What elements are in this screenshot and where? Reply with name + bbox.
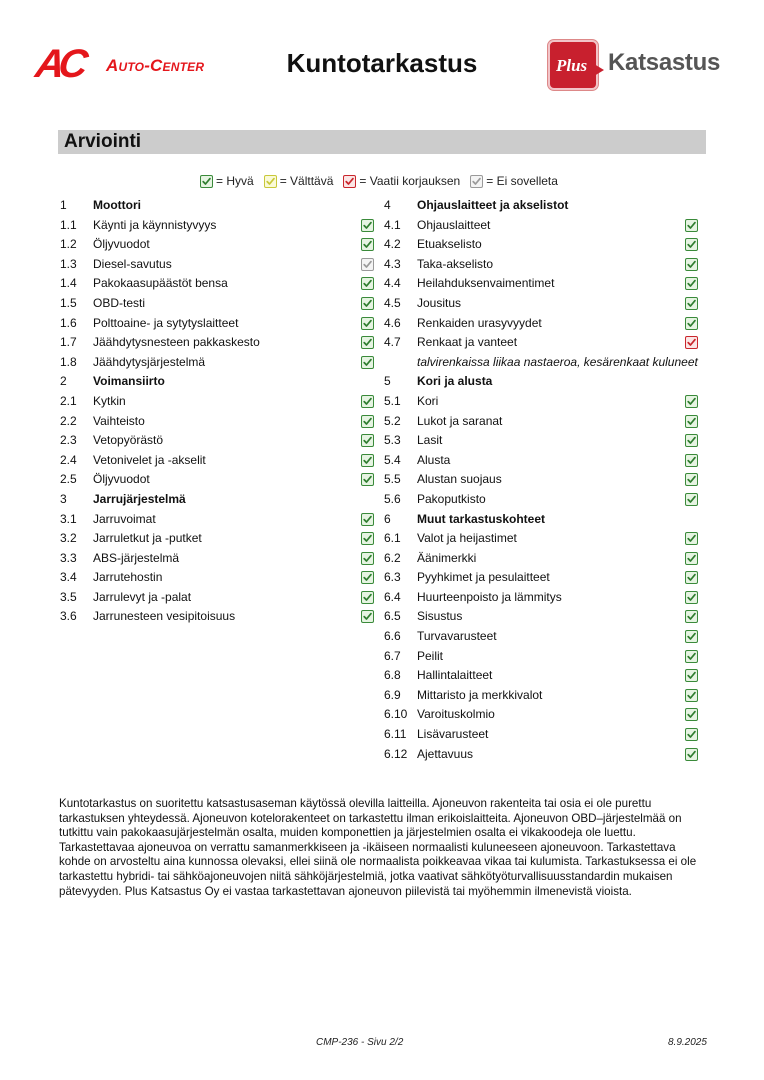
disclaimer-text: Kuntotarkastus on suoritettu katsastusaseman käytössä olevilla laitteilla. Ajoneuvon rakenteita tai osia ei ole purettu tarkastuksen yhteydessä. Ajoneuvon kotelorakenteet on tarkastettu ilman erikoislaitteita. Ajoneuvon OBD–järjestelmää on tutkittu vain pakokaasujärjestelmän osalta, muiden komponettien ja järjestelmien osalta ei vikakoodeja ole luettu. Tarkastettavaa ajoneuvoa on verrattu samanmerkkiseen ja -ikäiseen normaalisti kuluneeseen ajoneuvoon. Tarkastettava kohde on arvosteltu aina kunnossa olevaksi, ellei siinä ole normaalista poikkeavaa vikaa tai kulumista. Tarkastuksessa ei ole tarkastettu hybridi- tai sähköajoneuvojen niitä sähköjärjestelmiä, jotka vaativat sähkötyöturvallisuusstandardin mukaisen pätevyyden. Plus Katsastus Oy ei vastaa tarkastettavan ajoneuvon piilevistä tai myöhemmin ilmenevistä vioista. (59, 797, 697, 898)
item-number: 5.5 (384, 472, 401, 487)
legend-label: = Hyvä (216, 174, 254, 188)
checkbox-good-icon (361, 395, 374, 408)
item-label: Pakoputkisto (417, 491, 486, 506)
status-legend (200, 172, 568, 190)
document-title: Kuntotarkastus (286, 48, 478, 78)
checkbox-good-icon (685, 454, 698, 467)
item-label: Lukot ja saranat (417, 413, 503, 428)
plus-logo-box-text: Plus (556, 56, 588, 75)
inspection-item-row (384, 490, 698, 510)
item-number: 6.12 (384, 746, 408, 761)
item-number: 5 (384, 374, 391, 389)
category-header-row (384, 372, 698, 392)
checkbox-good-icon (685, 415, 698, 428)
checkbox-good-icon (361, 415, 374, 428)
item-number: 6.1 (384, 531, 401, 546)
category-header-row (60, 490, 374, 510)
item-label: Ajettavuus (417, 746, 474, 761)
item-number: 4.2 (384, 237, 401, 252)
inspection-item-row (384, 647, 698, 667)
item-label: Mittaristo ja merkkivalot (417, 687, 543, 702)
checkbox-good-icon (685, 532, 698, 545)
legend-item-good (200, 174, 254, 188)
legend-label: = Vaatii korjauksen (359, 174, 461, 188)
item-number: 6.6 (384, 629, 401, 644)
checkbox-good-icon (685, 434, 698, 447)
checkbox-fair-icon (264, 175, 277, 188)
item-label: Huurteenpoisto ja lämmitys (417, 589, 562, 604)
item-label: Heilahduksenvaimentimet (417, 276, 555, 291)
inspection-item-row (384, 529, 698, 549)
item-label: Öljyvuodot (93, 472, 150, 487)
item-number: 5.4 (384, 452, 401, 467)
item-label: Jäähdytysnesteen pakkaskesto (93, 335, 260, 350)
section-title: Arviointi (64, 131, 142, 152)
category-title: Moottori (93, 198, 141, 212)
item-number: 3.2 (60, 531, 77, 546)
item-label: Pakokaasupäästöt bensa (93, 276, 228, 291)
category-title: Ohjauslaitteet ja akselistot (417, 198, 569, 212)
item-number: 2.5 (60, 472, 77, 487)
item-label: Käynti ja käynnistyvyys (93, 217, 217, 232)
checkbox-good-icon (685, 297, 698, 310)
item-number: 1.8 (60, 354, 77, 369)
inspection-item-row (384, 412, 698, 432)
inspection-item-row (384, 725, 698, 745)
checkbox-good-icon (685, 610, 698, 623)
checkbox-good-icon (685, 395, 698, 408)
inspection-item-row (60, 529, 374, 549)
item-number: 6.4 (384, 589, 401, 604)
inspection-item-row (60, 274, 374, 294)
category-title: Kori ja alusta (417, 374, 493, 389)
checkbox-good-icon (361, 277, 374, 290)
item-label: Jarruvoimat (93, 511, 156, 526)
item-label: Öljyvuodot (93, 237, 150, 252)
checkbox-good-icon (361, 591, 374, 604)
checkbox-good-icon (361, 336, 374, 349)
inspection-item-row (60, 549, 374, 569)
item-number: 1.7 (60, 335, 77, 350)
category-header-row (60, 196, 374, 216)
ac-logo-text: Auto-Center (106, 56, 205, 75)
item-number: 4.7 (384, 335, 401, 350)
checkbox-good-icon (685, 317, 698, 330)
item-label: Alusta (417, 452, 451, 467)
checkbox-good-icon (361, 513, 374, 526)
checkbox-repair-icon (343, 175, 356, 188)
item-number: 3 (60, 491, 67, 506)
item-number: 6.11 (384, 727, 407, 742)
item-number: 6.10 (384, 707, 408, 722)
inspection-item-row (60, 314, 374, 334)
item-number: 1.3 (60, 256, 77, 271)
item-number: 2.3 (60, 433, 77, 448)
inspection-item-row (60, 588, 374, 608)
item-number: 2 (60, 374, 67, 389)
checkbox-good-icon (361, 532, 374, 545)
checkbox-good-icon (200, 175, 213, 188)
inspection-item-row (384, 666, 698, 686)
item-number: 4.4 (384, 276, 401, 291)
checkbox-good-icon (361, 317, 374, 330)
item-number: 3.5 (60, 589, 77, 604)
checkbox-good-icon (685, 708, 698, 721)
category-header-row (384, 510, 698, 530)
item-number: 4.6 (384, 315, 401, 330)
checkbox-good-icon (361, 473, 374, 486)
item-label: Lasit (417, 433, 443, 448)
inspection-item-row (60, 431, 374, 451)
item-label: Äänimerkki (417, 550, 477, 565)
item-label: ABS-järjestelmä (93, 550, 180, 565)
item-label: Jarrutehostin (93, 570, 163, 585)
item-number: 6.8 (384, 668, 401, 683)
plus-katsastus-logo (546, 38, 731, 90)
item-number: 6.5 (384, 609, 401, 624)
checkbox-good-icon (685, 571, 698, 584)
inspection-item-row (384, 255, 698, 275)
checkbox-good-icon (361, 356, 374, 369)
item-number: 1.4 (60, 276, 77, 291)
item-number: 2.1 (60, 393, 77, 408)
item-label: Vetopyörästö (93, 433, 164, 448)
item-label: Valot ja heijastimet (417, 531, 517, 546)
inspection-item-row (384, 627, 698, 647)
legend-label: = Välttävä (279, 174, 334, 188)
inspection-item-row (384, 294, 698, 314)
item-number: 6 (384, 511, 391, 526)
checkbox-good-icon (685, 219, 698, 232)
item-number: 4.3 (384, 256, 401, 271)
category-title: Jarrujärjestelmä (93, 491, 186, 506)
category-title: Voimansiirto (93, 374, 165, 389)
item-number: 1.5 (60, 295, 77, 310)
item-number: 1.6 (60, 315, 77, 330)
footer-page-info: CMP-236 - Sivu 2/2 (316, 1037, 404, 1048)
inspection-item-row (60, 353, 374, 373)
inspection-item-row (384, 431, 698, 451)
item-label: Kytkin (93, 393, 126, 408)
inspection-item-row (384, 333, 698, 353)
inspection-note: talvirenkaissa liikaa nastaeroa, kesärenkaat kuluneet (417, 354, 698, 369)
legend-label: = Ei sovelleta (486, 174, 558, 188)
inspection-item-row (60, 470, 374, 490)
checkbox-good-icon (361, 297, 374, 310)
item-number: 2.2 (60, 413, 77, 428)
checkbox-good-icon (685, 689, 698, 702)
checkbox-good-icon (361, 454, 374, 467)
inspection-item-row (384, 274, 698, 294)
item-status (685, 748, 698, 768)
item-label: Taka-akselisto (417, 256, 494, 271)
inspection-item-row (60, 607, 374, 627)
inspection-item-row (384, 470, 698, 490)
checkbox-good-icon (685, 258, 698, 271)
item-label: Jarrunesteen vesipitoisuus (93, 609, 236, 624)
inspection-item-row (60, 235, 374, 255)
checkbox-na-icon (470, 175, 483, 188)
inspection-item-row (60, 510, 374, 530)
item-number: 5.6 (384, 491, 401, 506)
checkbox-good-icon (685, 650, 698, 663)
inspection-item-row (384, 745, 698, 765)
item-label: Renkaat ja vanteet (417, 335, 518, 350)
item-label: Polttoaine- ja sytytyslaitteet (93, 315, 239, 330)
item-label: Jousitus (417, 295, 462, 310)
ac-logo-mark: AC (32, 42, 85, 86)
legend-item-fair (264, 174, 334, 188)
checkbox-repair-icon (685, 336, 698, 349)
inspection-note-row (384, 353, 698, 373)
item-number: 1.1 (60, 217, 77, 232)
item-label: Kori (417, 393, 439, 408)
item-number: 5.3 (384, 433, 401, 448)
checkbox-good-icon (685, 493, 698, 506)
inspection-item-row (60, 333, 374, 353)
legend-item-repair (343, 174, 460, 188)
item-label: Jarrulevyt ja -palat (93, 589, 192, 604)
inspection-item-row (60, 392, 374, 412)
inspection-item-row (384, 568, 698, 588)
inspection-item-row (60, 255, 374, 275)
item-label: Jäähdytysjärjestelmä (93, 354, 206, 369)
plus-logo-text: Katsastus (608, 49, 721, 76)
item-label: Diesel-savutus (93, 256, 172, 271)
checkbox-good-icon (685, 277, 698, 290)
item-number: 6.7 (384, 648, 401, 663)
item-label: OBD-testi (93, 295, 146, 310)
inspection-item-row (384, 451, 698, 471)
item-number: 4.5 (384, 295, 401, 310)
checkbox-good-icon (361, 434, 374, 447)
category-title: Muut tarkastuskohteet (417, 511, 546, 526)
item-label: Peilit (417, 648, 444, 663)
checkbox-good-icon (361, 552, 374, 565)
checkbox-good-icon (685, 591, 698, 604)
inspection-list-left (60, 196, 374, 627)
auto-center-logo (32, 42, 226, 86)
item-label: Alustan suojaus (417, 472, 502, 487)
item-number: 6.3 (384, 570, 401, 585)
inspection-item-row (384, 314, 698, 334)
inspection-list-right (384, 196, 698, 764)
plus-logo-box (548, 40, 598, 90)
footer-date: 8.9.2025 (668, 1037, 707, 1048)
item-number: 1 (60, 198, 67, 212)
inspection-item-row (384, 235, 698, 255)
speech-bubble-tail-icon (594, 64, 604, 76)
item-number: 3.6 (60, 609, 77, 624)
inspection-item-row (60, 216, 374, 236)
category-header-row (384, 196, 698, 216)
item-number: 4.1 (384, 217, 401, 232)
item-number: 6.9 (384, 687, 401, 702)
item-label: Vetonivelet ja -akselit (93, 452, 206, 467)
checkbox-good-icon (685, 473, 698, 486)
item-label: Varoituskolmio (417, 707, 495, 722)
legend-item-na (470, 174, 558, 188)
section-header-bar (58, 130, 706, 154)
inspection-item-row (384, 549, 698, 569)
item-number: 3.4 (60, 570, 77, 585)
item-status (361, 610, 374, 630)
checkbox-na-icon (361, 258, 374, 271)
item-label: Jarruletkut ja -putket (93, 531, 202, 546)
checkbox-good-icon (361, 219, 374, 232)
checkbox-good-icon (361, 610, 374, 623)
inspection-item-row (384, 588, 698, 608)
inspection-item-row (384, 607, 698, 627)
item-label: Vaihteisto (93, 413, 145, 428)
item-number: 6.2 (384, 550, 401, 565)
item-label: Etuakselisto (417, 237, 482, 252)
item-label: Turvavarusteet (417, 629, 497, 644)
inspection-item-row (60, 451, 374, 471)
checkbox-good-icon (685, 669, 698, 682)
checkbox-good-icon (685, 630, 698, 643)
item-number: 3.3 (60, 550, 77, 565)
item-label: Renkaiden urasyvyydet (417, 315, 542, 330)
checkbox-good-icon (685, 748, 698, 761)
item-number: 3.1 (60, 511, 77, 526)
checkbox-good-icon (685, 552, 698, 565)
inspection-item-row (384, 705, 698, 725)
item-label: Pyyhkimet ja pesulaitteet (417, 570, 550, 585)
item-number: 4 (384, 198, 391, 212)
category-header-row (60, 372, 374, 392)
inspection-item-row (60, 412, 374, 432)
item-number: 5.2 (384, 413, 401, 428)
checkbox-good-icon (685, 238, 698, 251)
inspection-item-row (384, 686, 698, 706)
item-number: 2.4 (60, 452, 77, 467)
checkbox-good-icon (685, 728, 698, 741)
checkbox-good-icon (361, 238, 374, 251)
item-label: Hallintalaitteet (417, 668, 493, 683)
item-label: Sisustus (417, 609, 463, 624)
item-label: Lisävarusteet (417, 727, 489, 742)
item-number: 1.2 (60, 237, 77, 252)
item-number: 5.1 (384, 393, 401, 408)
inspection-item-row (60, 294, 374, 314)
inspection-item-row (384, 216, 698, 236)
checkbox-good-icon (361, 571, 374, 584)
item-label: Ohjauslaitteet (417, 217, 491, 232)
inspection-item-row (60, 568, 374, 588)
inspection-item-row (384, 392, 698, 412)
